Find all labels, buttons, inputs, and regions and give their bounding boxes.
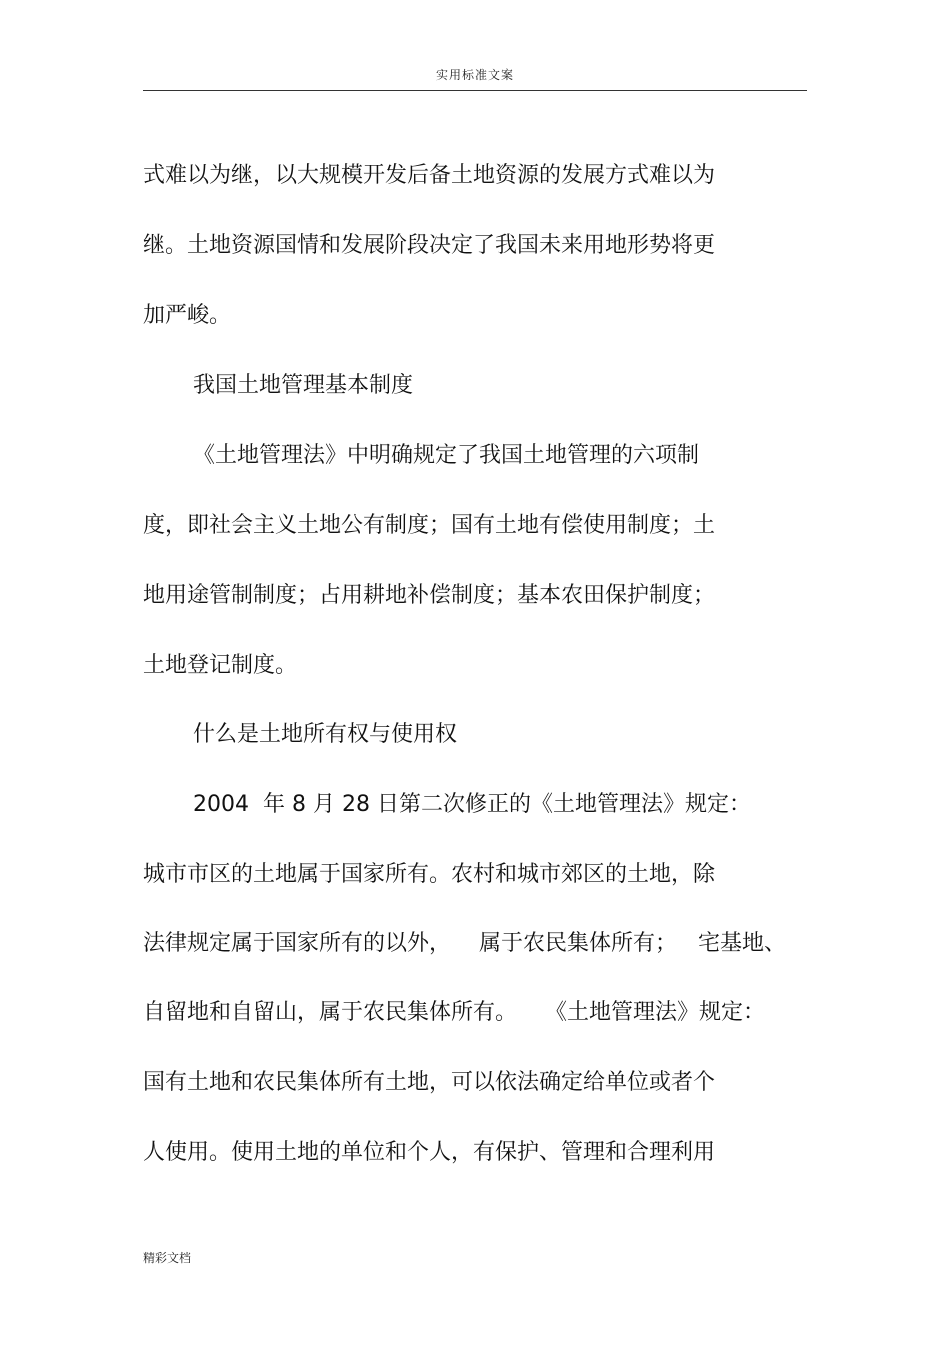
header-title: 实用标准文案 [435,68,514,82]
section-heading: 什么是土地所有权与使用权 [193,722,458,747]
body-line: 地用途管制制度；占用耕地补偿制度；基本农田保护制度； [143,583,716,608]
body-line: 自留地和自留山，属于农民集体所有。 《土地管理法》规定： [143,1000,765,1025]
body-line: 土地登记制度。 [143,653,298,678]
header-divider [143,90,807,91]
body-line: 度，即社会主义土地公有制度；国有土地有偿使用制度；土 [143,513,716,538]
section-heading: 我国土地管理基本制度 [193,373,414,398]
body-line: 法律规定属于国家所有的以外， 属于农民集体所有； 宅基地、 [143,931,786,956]
body-line: 城市市区的土地属于国家所有。农村和城市郊区的土地，除 [143,862,716,887]
body-line: 式难以为继，以大规模开发后备土地资源的发展方式难以为 [143,163,716,188]
body-line: 人使用。使用土地的单位和个人，有保护、管理和合理利用 [143,1140,716,1165]
body-line: 加严峻。 [143,303,232,328]
body-line: 《土地管理法》中明确规定了我国土地管理的六项制 [193,443,700,468]
footer-label: 精彩文档 [143,1251,192,1265]
body-line: 国有土地和农民集体所有土地，可以依法确定给单位或者个 [143,1070,716,1095]
body-line: 2004 年 8 月 28 日第二次修正的《土地管理法》规定： [193,792,751,817]
body-line: 继。土地资源国情和发展阶段决定了我国未来用地形势将更 [143,233,716,258]
